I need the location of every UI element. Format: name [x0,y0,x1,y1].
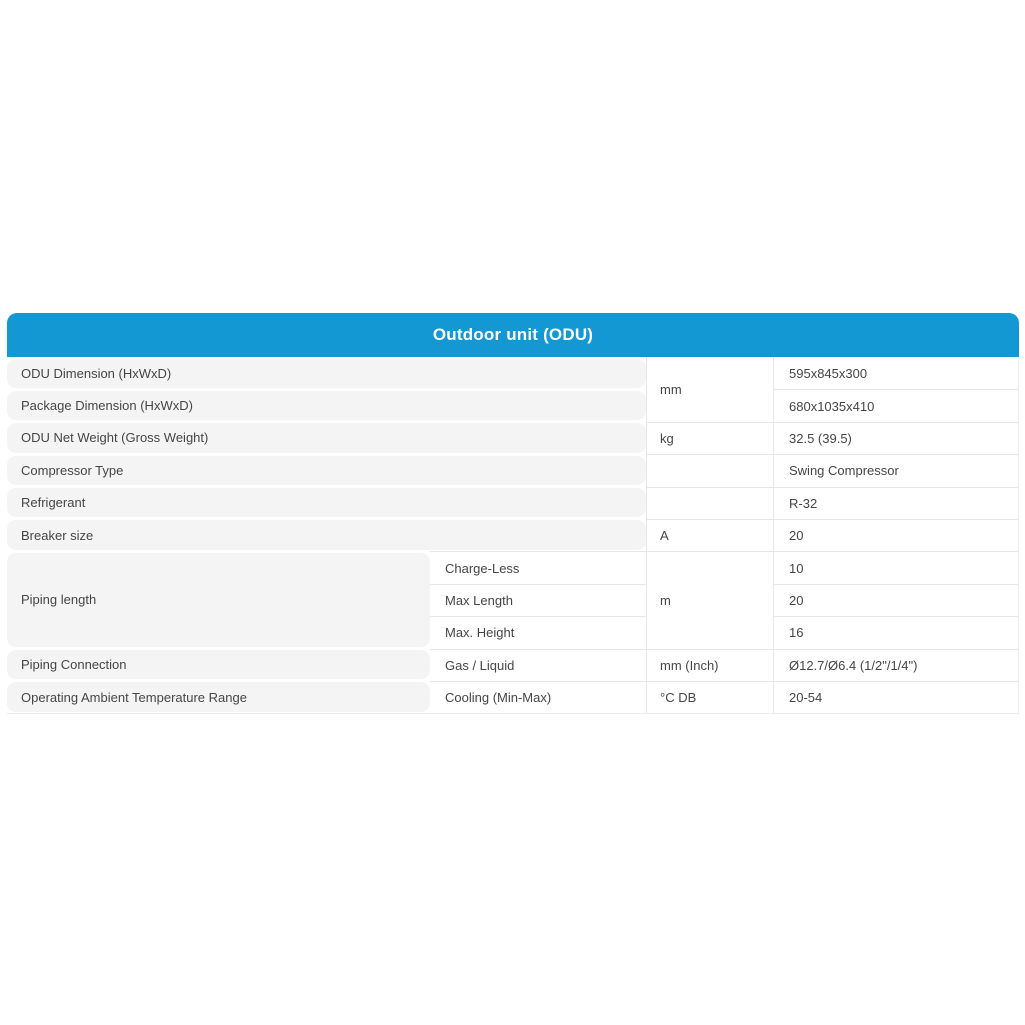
row-unit [646,454,773,486]
row-value: 20-54 [773,681,1018,713]
row-value: 32.5 (39.5) [773,422,1018,454]
row-sublabel: Charge-Less [430,551,646,583]
row-unit: kg [646,422,773,454]
spec-table [7,313,1019,714]
row-unit: m [646,551,773,648]
row-value: 595x845x300 [773,357,1018,389]
row-value: 20 [773,519,1018,551]
row-value: 16 [773,616,1018,648]
row-label: Breaker size [7,520,646,549]
row-sublabel: Max Length [430,584,646,616]
row-value: R-32 [773,487,1018,519]
row-sublabel: Max. Height [430,616,646,648]
row-value: Ø12.7/Ø6.4 (1/2"/1/4") [773,649,1018,681]
row-sublabel: Gas / Liquid [430,649,646,681]
row-unit [646,487,773,519]
row-unit: mm [646,357,773,422]
row-label: Operating Ambient Temperature Range [7,682,430,711]
row-unit: °C DB [646,681,773,713]
row-label: Compressor Type [7,456,646,485]
table-body [7,357,1019,714]
table-title: Outdoor unit (ODU) [432,325,594,344]
row-label: Piping length [7,553,430,647]
table-title-bar [7,313,1019,357]
row-label: ODU Net Weight (Gross Weight) [7,423,646,452]
row-label: ODU Dimension (HxWxD) [7,359,646,388]
row-value: Swing Compressor [773,454,1018,486]
row-sublabel: Cooling (Min-Max) [430,681,646,713]
row-value: 20 [773,584,1018,616]
row-label: Piping Connection [7,650,430,679]
row-unit: A [646,519,773,551]
row-value: 680x1035x410 [773,389,1018,421]
row-value: 10 [773,551,1018,583]
row-label: Refrigerant [7,488,646,517]
row-unit: mm (Inch) [646,649,773,681]
row-label: Package Dimension (HxWxD) [7,391,646,420]
